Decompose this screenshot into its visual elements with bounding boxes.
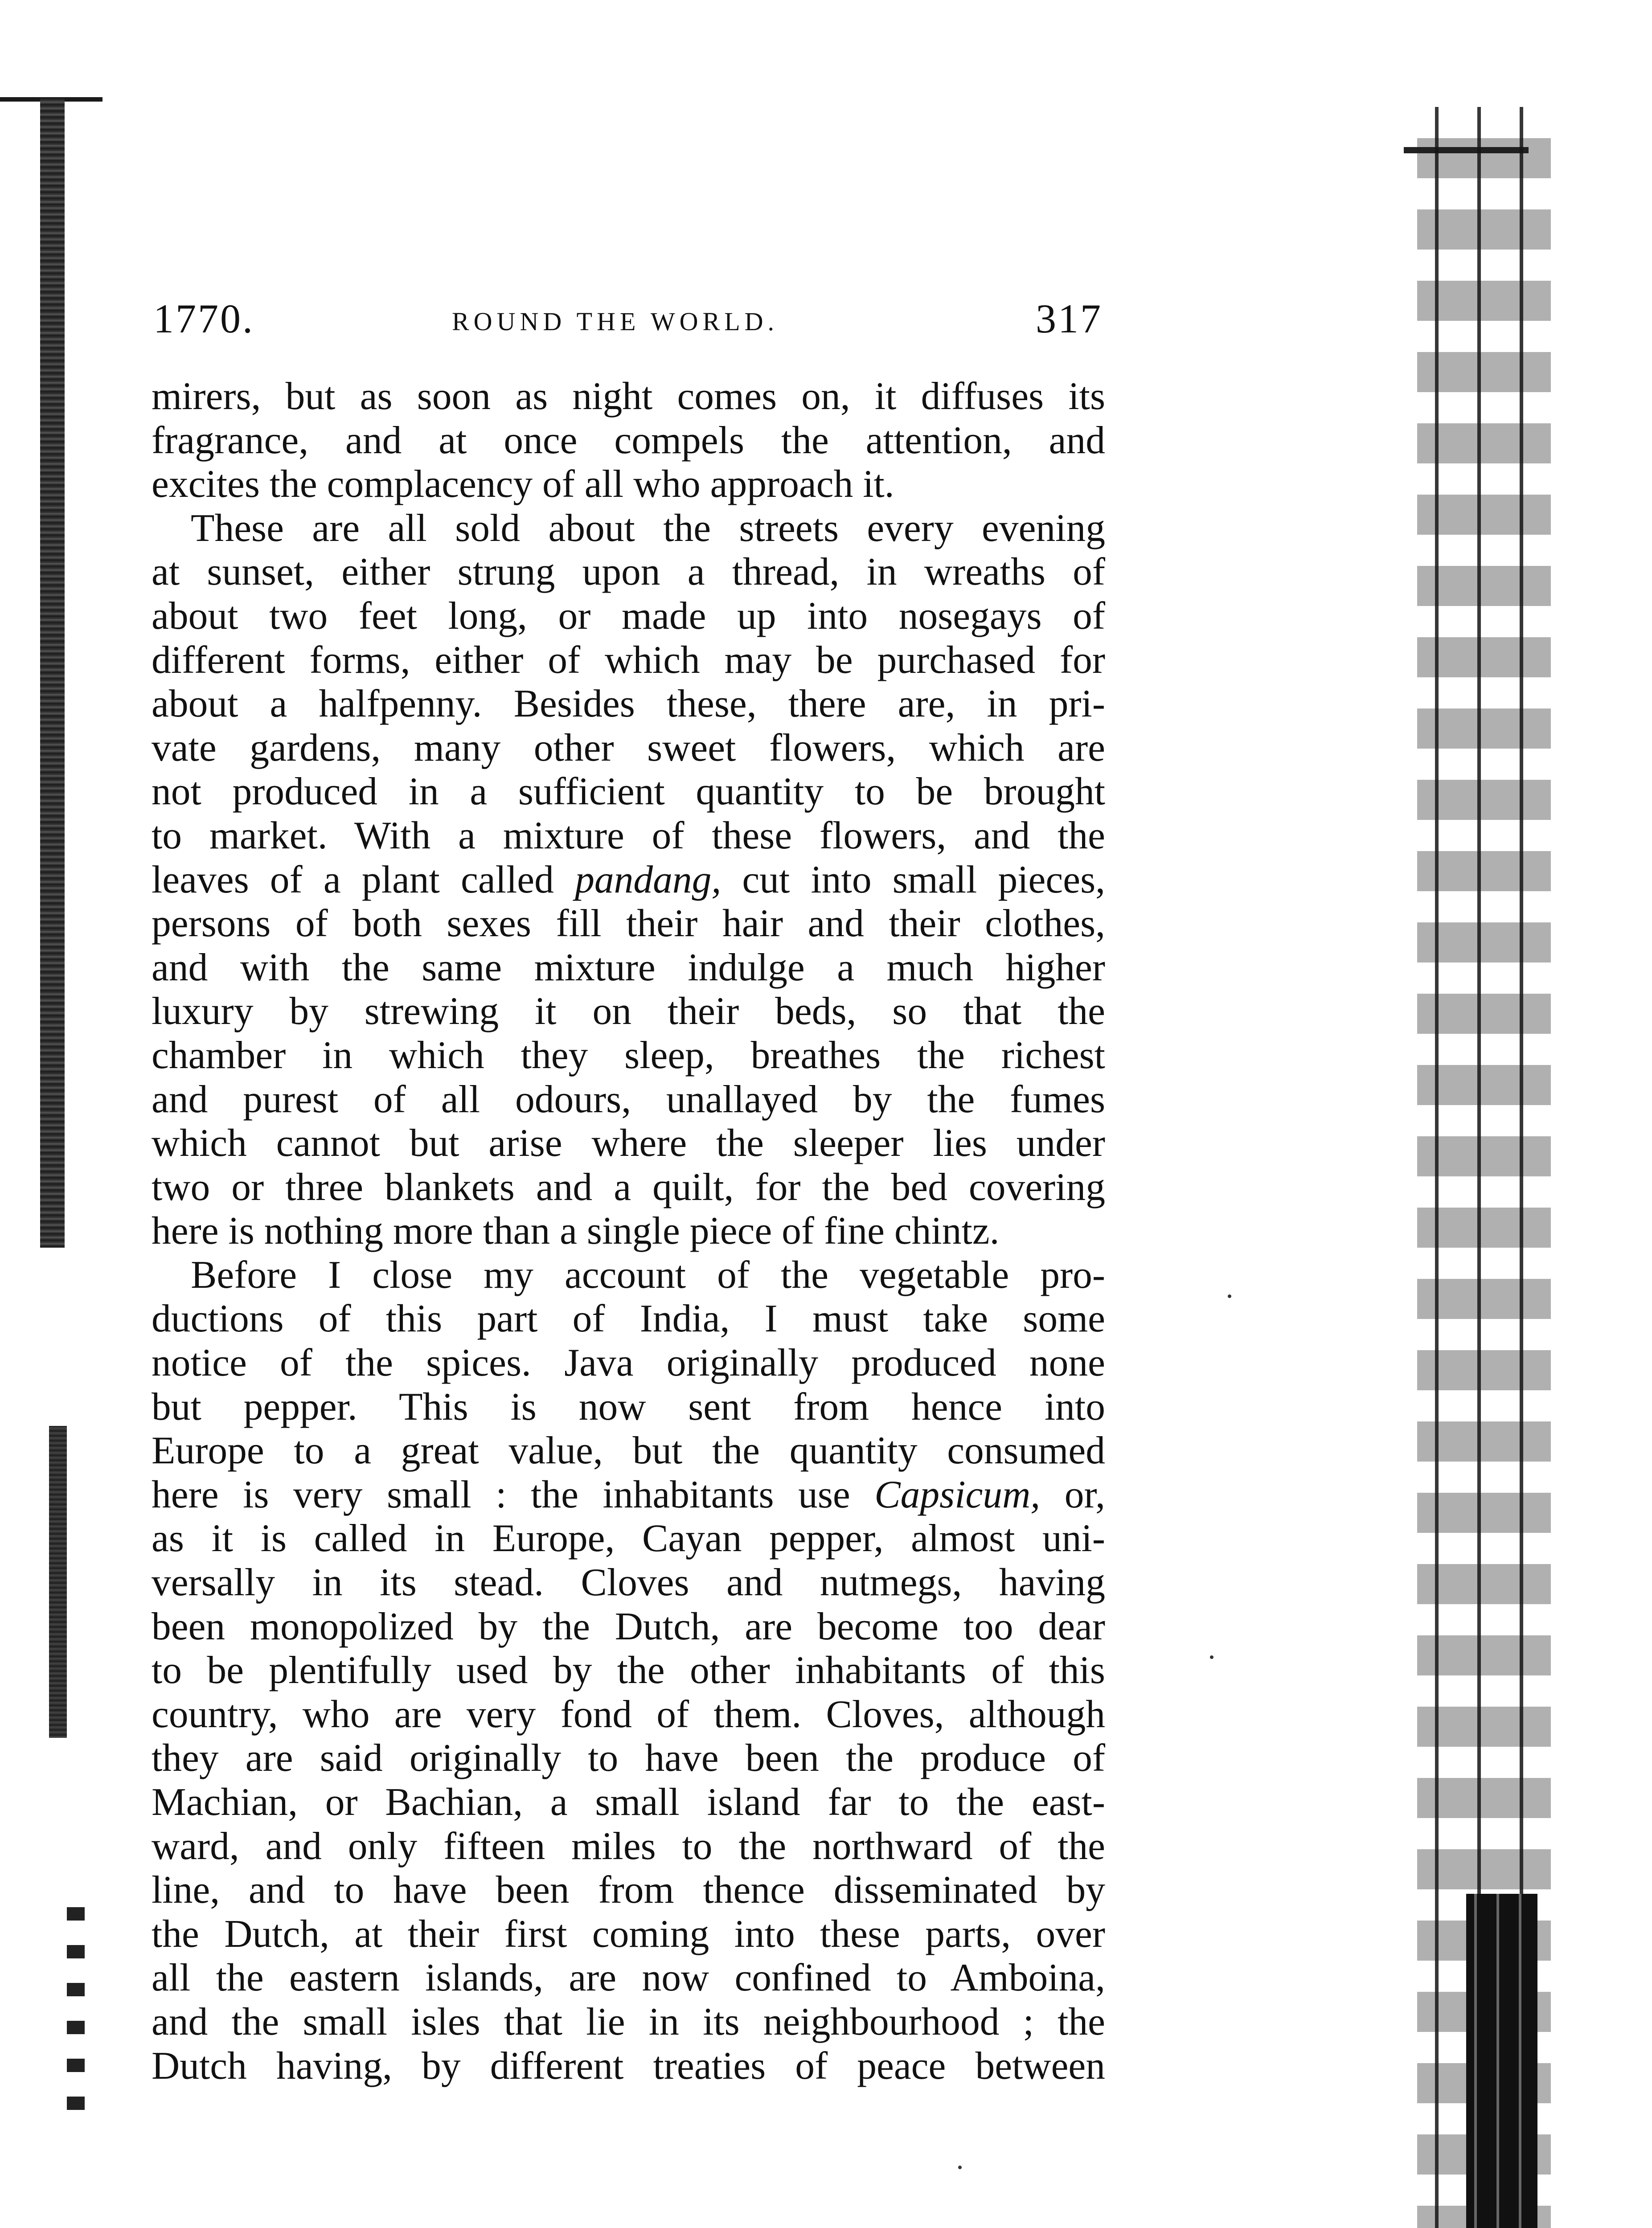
text-line: [152, 858, 1105, 902]
text-line: ductions of this part of India, I must take some: [152, 1297, 1105, 1340]
running-head-year: 1770.: [153, 296, 254, 341]
text-line: line, and to have been from thence disseminated by: [152, 1868, 1105, 1912]
text-line: versally in its stead. Cloves and nutmegs, having: [152, 1560, 1105, 1604]
paragraph-first-line: Before I close my account of the vegetable pro-: [191, 1253, 1105, 1296]
text-line: at sunset, either strung upon a thread, in wreaths of: [152, 550, 1105, 594]
text-line: notice of the spices. Java originally produced none: [152, 1341, 1105, 1384]
italic-term-capsicum: Capsicum,: [874, 1472, 1041, 1516]
text-line: and purest of all odours, unallayed by the fumes: [152, 1077, 1105, 1121]
text-line: and the small isles that lie in its neighbourhood ; the: [152, 1999, 1105, 2043]
text-line: as it is called in Europe, Cayan pepper, almost uni-: [152, 1516, 1105, 1560]
text-line: country, who are very fond of them. Cloves, although: [152, 1692, 1105, 1736]
text-line: mirers, but as soon as night comes on, it diffuses its: [152, 374, 1105, 418]
text-line: persons of both sexes fill their hair and their clothes,: [152, 901, 1105, 945]
running-head-title: ROUND THE WORLD.: [452, 307, 779, 336]
facing-page-edge-lower: [1466, 1894, 1537, 2228]
italic-term-pandang: pandang,: [575, 857, 721, 901]
text-line: Europe to a great value, but the quantity consumed: [152, 1429, 1105, 1472]
text-line: about a halfpenny. Besides these, there are, in pri-: [152, 682, 1105, 725]
text-line: vate gardens, many other sweet flowers, which are: [152, 725, 1105, 769]
text-line: been monopolized by the Dutch, are become too dear: [152, 1604, 1105, 1648]
text-line: to market. With a mixture of these flowers, and the: [152, 813, 1105, 857]
scan-speck: [1210, 1655, 1213, 1659]
text-run: here is very small : the inhabitants use: [152, 1472, 875, 1516]
paragraph-first-line: These are all sold about the streets every evening: [191, 506, 1105, 549]
scan-speck: [1228, 1294, 1231, 1298]
text-line: Machian, or Bachian, a small island far to the east-: [152, 1780, 1105, 1823]
binding-edge-left-lower: [49, 1426, 67, 1738]
text-line: which cannot but arise where the sleeper lies under: [152, 1121, 1105, 1165]
text-line: Dutch having, by different treaties of peace between: [152, 2044, 1105, 2087]
text-line: here is nothing more than a single piece of fine chintz.: [152, 1209, 1000, 1253]
page-number: 317: [1036, 296, 1103, 341]
binding-edge-left: [40, 98, 65, 1248]
text-line: two or three blankets and a quilt, for the bed covering: [152, 1165, 1105, 1208]
text-run: cut into small pieces,: [721, 857, 1105, 901]
text-line: but pepper. This is now sent from hence into: [152, 1384, 1105, 1428]
text-line: chamber in which they sleep, breathes the richest: [152, 1033, 1105, 1077]
text-run: or,: [1040, 1472, 1105, 1516]
text-line: all the eastern islands, are now confined to Amboina,: [152, 1956, 1105, 1999]
text-line: excites the complacency of all who approach it.: [152, 462, 894, 506]
text-line: fragrance, and at once compels the attention, and: [152, 418, 1105, 462]
text-line: ward, and only fifteen miles to the northward of the: [152, 1824, 1105, 1868]
text-line: different forms, either of which may be purchased for: [152, 638, 1105, 681]
body-text: [152, 374, 1105, 2088]
text-line: not produced in a sufficient quantity to be brought: [152, 770, 1105, 813]
text-line: about two feet long, or made up into nosegays of: [152, 594, 1105, 637]
text-line: they are said originally to have been the produce of: [152, 1736, 1105, 1780]
text-run: leaves of a plant called: [152, 857, 575, 901]
text-line: and with the same mixture indulge a much higher: [152, 945, 1105, 989]
running-head: [153, 292, 1103, 345]
text-line: luxury by strewing it on their beds, so that the: [152, 989, 1105, 1033]
text-line: to be plentifully used by the other inhabitants of this: [152, 1648, 1105, 1692]
text-line: [152, 1473, 1105, 1517]
text-line: the Dutch, at their first coming into these parts, over: [152, 1912, 1105, 1955]
binding-edge-left-marks: [67, 1907, 85, 2130]
scan-speck: [958, 2166, 962, 2169]
